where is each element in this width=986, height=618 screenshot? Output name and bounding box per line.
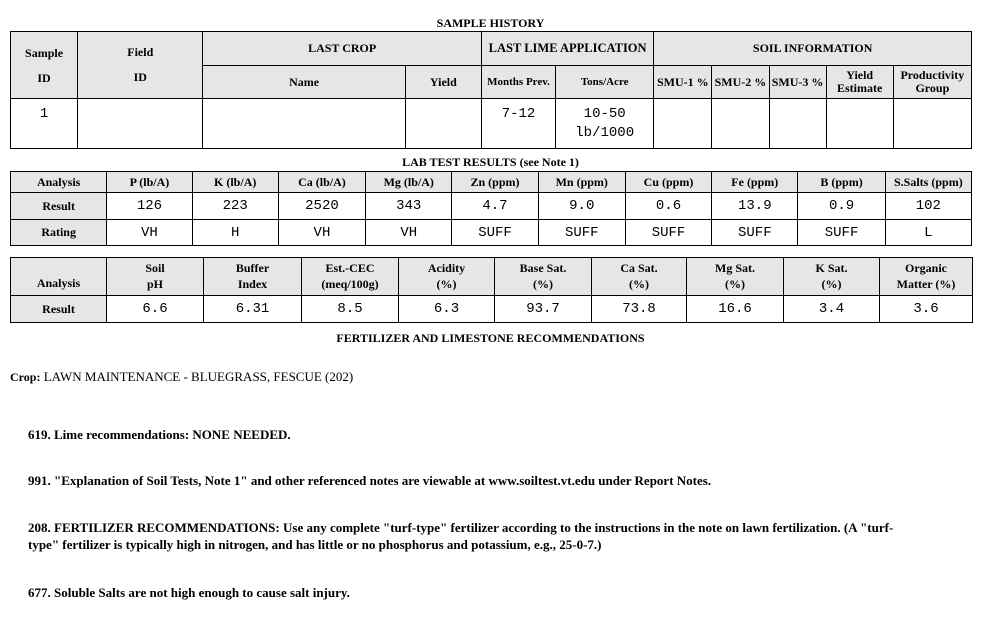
- field-header-top: Field: [127, 45, 154, 59]
- lab-rating-label: Rating: [11, 220, 107, 246]
- soil-header-k-sat-top: K Sat.: [815, 261, 848, 275]
- crop-value: LAWN MAINTENANCE - BLUEGRASS, FESCUE (202): [43, 369, 354, 384]
- soil-header-buffer-bottom: Index: [237, 277, 268, 291]
- lab-result-p: 126: [107, 193, 192, 220]
- tons-acre-cell: [556, 99, 654, 149]
- note-208: 208. FERTILIZER RECOMMENDATIONS: Use any complete "turf-type" fertilizer according to the instructions in the note on lawn fertilization. (A "turf-type" fertilizer is typically high in nitrogen, and has little or no phosphorus and potassium, e.g., 25-0-7.): [28, 520, 894, 552]
- sample-header-bottom: ID: [37, 71, 51, 85]
- lab-result-zn: 4.7: [452, 193, 538, 220]
- soil-header-acidity-top: Acidity: [427, 261, 466, 275]
- lab-result-fe: 13.9: [712, 193, 798, 220]
- lab-rating-zn: SUFF: [452, 220, 538, 246]
- yield-estimate-cell: [826, 99, 893, 149]
- lab-rating-mg: VH: [366, 220, 452, 246]
- lab-result-ca: 2520: [278, 193, 365, 220]
- soil-result-acidity: 6.3: [399, 296, 495, 323]
- note-677: 677. Soluble Salts are not high enough to cause salt injury.: [28, 585, 350, 600]
- soil-header-buffer-top: Buffer: [235, 261, 270, 275]
- lab-result-label: Result: [11, 193, 107, 220]
- crop-yield-cell: [405, 99, 481, 149]
- last-crop-header: LAST CROP: [203, 32, 482, 66]
- sample-header-top: Sample: [25, 46, 64, 60]
- sample-history-table: [10, 31, 972, 149]
- soil-header-organic-matter: [880, 258, 973, 296]
- soil-header-mg-sat-top: Mg Sat.: [715, 261, 755, 275]
- soil-header-base-sat: [495, 258, 592, 296]
- smu3-header: SMU-3 %: [769, 66, 826, 99]
- lab-result-b: 0.9: [798, 193, 885, 220]
- soil-header-mg-sat-bottom: (%): [725, 277, 745, 291]
- productivity-group-cell: [893, 99, 971, 149]
- soil-header-ph-bottom: pH: [146, 277, 163, 291]
- lab-result-cu: 0.6: [625, 193, 711, 220]
- soil-header-buffer: [204, 258, 302, 296]
- productivity-group-header: Productivity Group: [893, 66, 971, 99]
- crop-name-header: Name: [203, 66, 405, 99]
- lab-header-mg: Mg (lb/A): [366, 172, 452, 193]
- crop-line: [10, 369, 353, 385]
- soil-result-base-sat: 93.7: [495, 296, 592, 323]
- soil-header-acidity: [399, 258, 495, 296]
- sample-id-header: [11, 32, 78, 99]
- lab-rating-k: H: [192, 220, 278, 246]
- soil-header-base-sat-bottom: (%): [533, 277, 553, 291]
- months-prev-header: Months Prev.: [481, 66, 555, 99]
- soil-result-k-sat: 3.4: [784, 296, 880, 323]
- lab-result-ssalts: 102: [885, 193, 971, 220]
- soil-header-ph: [107, 258, 204, 296]
- tons-acre-line2: lb/1000: [575, 125, 635, 141]
- soil-result-mg-sat: 16.6: [687, 296, 784, 323]
- lab-header-p: P (lb/A): [107, 172, 192, 193]
- lab-rating-ssalts: L: [885, 220, 971, 246]
- field-id-cell: [78, 99, 203, 149]
- smu1-cell: [654, 99, 712, 149]
- crop-yield-header: Yield: [405, 66, 481, 99]
- field-id-header: [78, 32, 203, 99]
- smu1-header: SMU-1 %: [654, 66, 712, 99]
- soil-header-om-bottom: Matter (%): [896, 277, 956, 291]
- smu2-header: SMU-2 %: [712, 66, 769, 99]
- lab-rating-p: VH: [107, 220, 192, 246]
- sample-id-cell: 1: [11, 99, 78, 149]
- lab-header-mn: Mn (ppm): [538, 172, 625, 193]
- lab-result-mn: 9.0: [538, 193, 625, 220]
- lab-rating-fe: SUFF: [712, 220, 798, 246]
- soil-header-acidity-bottom: (%): [436, 277, 457, 291]
- soil-header-base-sat-top: Base Sat.: [519, 261, 567, 275]
- soil-result-ph: 6.6: [107, 296, 204, 323]
- smu2-cell: [712, 99, 769, 149]
- soil-result-buffer: 6.31: [204, 296, 302, 323]
- lab-header-k: K (lb/A): [192, 172, 278, 193]
- lab-header-cu: Cu (ppm): [625, 172, 711, 193]
- tons-acre-header: Tons/Acre: [556, 66, 654, 99]
- lab-rating-mn: SUFF: [538, 220, 625, 246]
- soil-result-ca-sat: 73.8: [592, 296, 687, 323]
- soil-header-analysis-bottom: Analysis: [36, 275, 81, 290]
- soil-result-cec: 8.5: [302, 296, 399, 323]
- months-prev-cell: 7-12: [481, 99, 555, 149]
- smu3-cell: [769, 99, 826, 149]
- lab-header-b: B (ppm): [798, 172, 885, 193]
- recommendations-title: FERTILIZER AND LIMESTONE RECOMMENDATIONS: [336, 331, 645, 345]
- last-lime-header: LAST LIME APPLICATION: [481, 32, 653, 66]
- soil-header-om-top: Organic: [905, 261, 947, 275]
- lab-header-ssalts: S.Salts (ppm): [885, 172, 971, 193]
- lab-rating-ca: VH: [278, 220, 365, 246]
- soil-header-cec-top: Est.-CEC: [325, 261, 375, 275]
- soil-header-k-sat-bottom: (%): [821, 277, 842, 291]
- soil-information-header: SOIL INFORMATION: [654, 32, 972, 66]
- soil-header-ph-top: Soil: [145, 261, 165, 275]
- soil-header-cec-bottom: (meq/100g): [321, 277, 379, 291]
- lab-rating-b: SUFF: [798, 220, 885, 246]
- sample-history-title: SAMPLE HISTORY: [436, 16, 545, 30]
- crop-name-cell: [203, 99, 405, 149]
- yield-estimate-header: Yield Estimate: [826, 66, 893, 99]
- lab-test-table: [10, 171, 972, 246]
- soil-header-ca-sat-top: Ca Sat.: [620, 261, 658, 275]
- soil-header-k-sat: [784, 258, 880, 296]
- soil-header-cec: [302, 258, 399, 296]
- tons-acre-line1: 10-50: [583, 106, 626, 122]
- soil-header-analysis: [11, 258, 107, 296]
- note-991: 991. "Explanation of Soil Tests, Note 1" and other referenced notes are viewable at www.soiltest.vt.edu under Report Notes.: [28, 473, 712, 488]
- lab-header-fe: Fe (ppm): [712, 172, 798, 193]
- lab-result-mg: 343: [366, 193, 452, 220]
- lab-header-analysis: Analysis: [11, 172, 107, 193]
- soil-result-label: Result: [11, 296, 107, 323]
- lab-header-ca: Ca (lb/A): [278, 172, 365, 193]
- soil-result-organic-matter: 3.6: [880, 296, 973, 323]
- crop-label: Crop:: [10, 370, 41, 384]
- note-619: 619. Lime recommendations: NONE NEEDED.: [28, 427, 291, 442]
- lab-result-k: 223: [192, 193, 278, 220]
- lab-rating-cu: SUFF: [625, 220, 711, 246]
- soil-analysis-table: [10, 257, 973, 323]
- lab-header-zn: Zn (ppm): [452, 172, 538, 193]
- soil-header-ca-sat-bottom: (%): [629, 277, 649, 291]
- soil-header-mg-sat: [687, 258, 784, 296]
- soil-header-ca-sat: [592, 258, 687, 296]
- field-header-bottom: ID: [133, 70, 147, 84]
- lab-test-title: LAB TEST RESULTS (see Note 1): [402, 155, 579, 169]
